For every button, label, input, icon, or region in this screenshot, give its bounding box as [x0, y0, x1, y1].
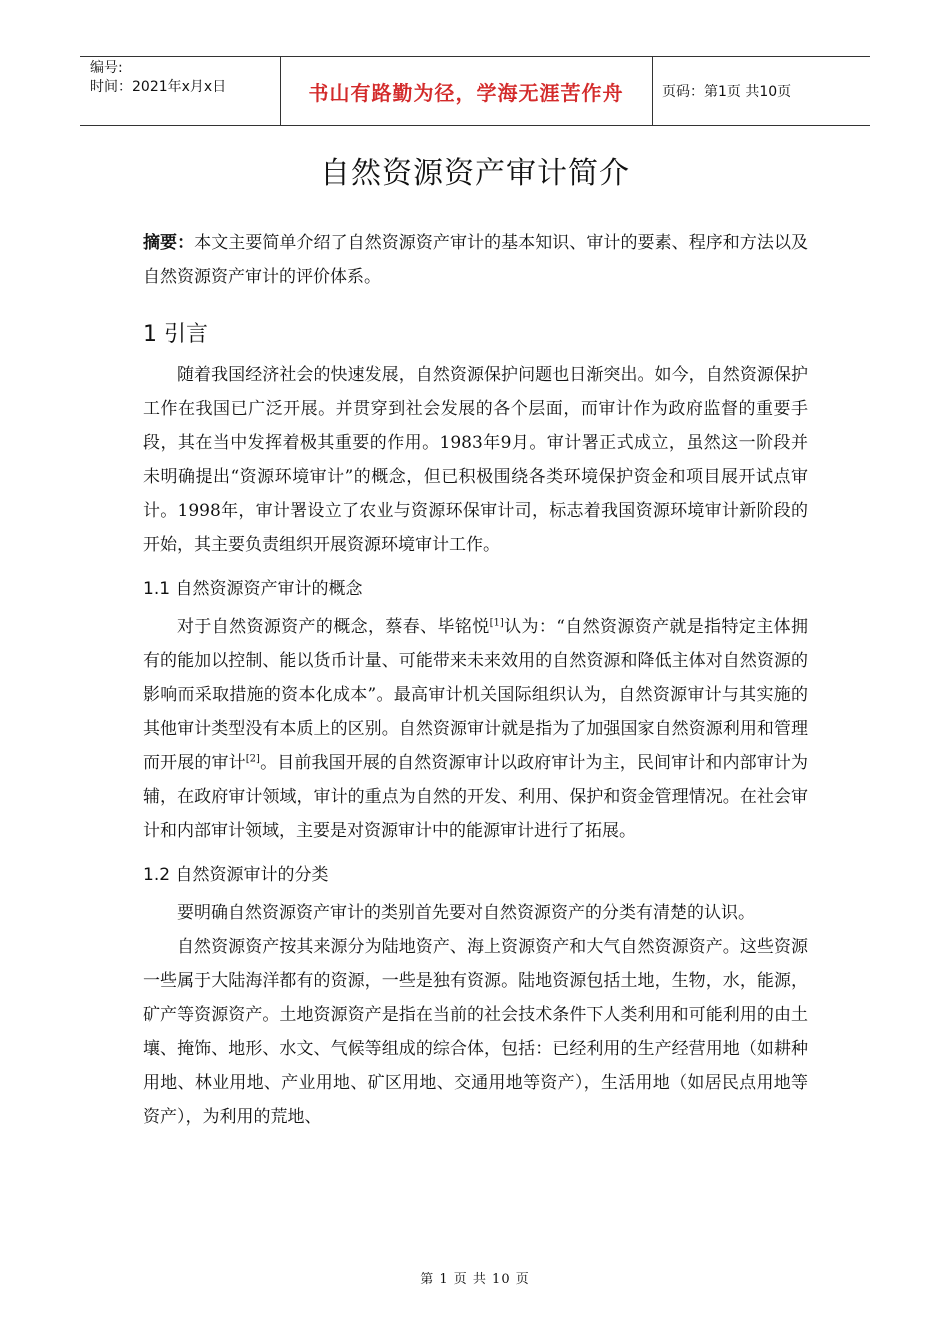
citation-ref[interactable]: [1]	[489, 617, 504, 629]
abstract	[143, 226, 808, 294]
paragraph	[143, 610, 808, 848]
section-heading-1: 1 引言	[143, 322, 208, 347]
document-title: 自然资源资产审计简介	[320, 156, 630, 191]
header-motto: 书山有路勤为径，学海无涯苦作舟	[308, 80, 624, 105]
paragraph-text: 认为：“自然资源资产就是指特定主体拥有的能加以控制、能以货币计量、可能带来未来效用的自然资源和降低主体对自然资源的影响而采取措施的资本化成本”。最高审计机关国际组织认为，自然资源审计与其实施的其他审计类型没有本质上的区别。自然资源审计就是指为了加强国家自然资源利用和管理而开展的审计	[143, 617, 808, 773]
paragraph-text: 。目前我国开展的自然资源审计以政府审计为主，民间审计和内部审计为辅，在政府审计领域，审计的重点为自然的开发、利用、保护和资金管理情况。在社会审计和内部审计领域，主要是对资源审计中的能源审计进行了拓展。	[143, 753, 809, 841]
paragraph-text: 对于自然资源资产的概念，蔡春、毕铭悦	[177, 617, 490, 637]
time-label: 时间：2021年x月x日	[90, 79, 227, 95]
header-page-info: 页码：第1页 共10页	[662, 84, 792, 100]
header-meta	[90, 59, 226, 97]
number-label: 编号:	[90, 60, 123, 76]
paragraph: 要明确自然资源资产审计的类别首先要对自然资源资产的分类有清楚的认识。	[177, 903, 755, 923]
abstract-label: 摘要：	[143, 233, 195, 253]
paragraph: 随着我国经济社会的快速发展，自然资源保护问题也日渐突出。如今，自然资源保护工作在我国已广泛开展。并贯穿到社会发展的各个层面，而审计作为政府监督的重要手段，其在当中发挥着极其重要的作用。1983年9月。审计署正式成立，虽然这一阶段并未明确提出“资源环境审计”的概念，但已积极围绕各类环境保护资金和项目展开试点审计。1998年，审计署设立了农业与资源环保审计司，标志着我国资源环境审计新阶段的开始，其主要负责组织开展资源环境审计工作。	[143, 365, 808, 555]
document-header	[80, 56, 870, 126]
header-divider	[652, 57, 653, 125]
section-heading-1-2: 1.2 自然资源审计的分类	[143, 865, 329, 885]
section-heading-1-1: 1.1 自然资源资产审计的概念	[143, 579, 363, 599]
abstract-text: 本文主要简单介绍了自然资源资产审计的基本知识、审计的要素、程序和方法以及自然资源资产审计的评价体系。	[143, 233, 809, 287]
paragraph: 自然资源资产按其来源分为陆地资产、海上资源资产和大气自然资源资产。这些资源一些属于大陆海洋都有的资源，一些是独有资源。陆地资源包括土地，生物，水，能源，矿产等资源资产。土地资源资产是指在当前的社会技术条件下人类利用和可能利用的由土壤、掩饰、地形、水文、气候等组成的综合体，包括：已经利用的生产经营用地（如耕种用地、林业用地、产业用地、矿区用地、交通用地等资产），生活用地（如居民点用地等资产），为利用的荒地、	[143, 937, 808, 1127]
page-footer: 第 1 页 共 10 页	[420, 1272, 530, 1287]
citation-ref[interactable]: [2]	[245, 753, 260, 765]
document-body	[143, 226, 808, 1134]
